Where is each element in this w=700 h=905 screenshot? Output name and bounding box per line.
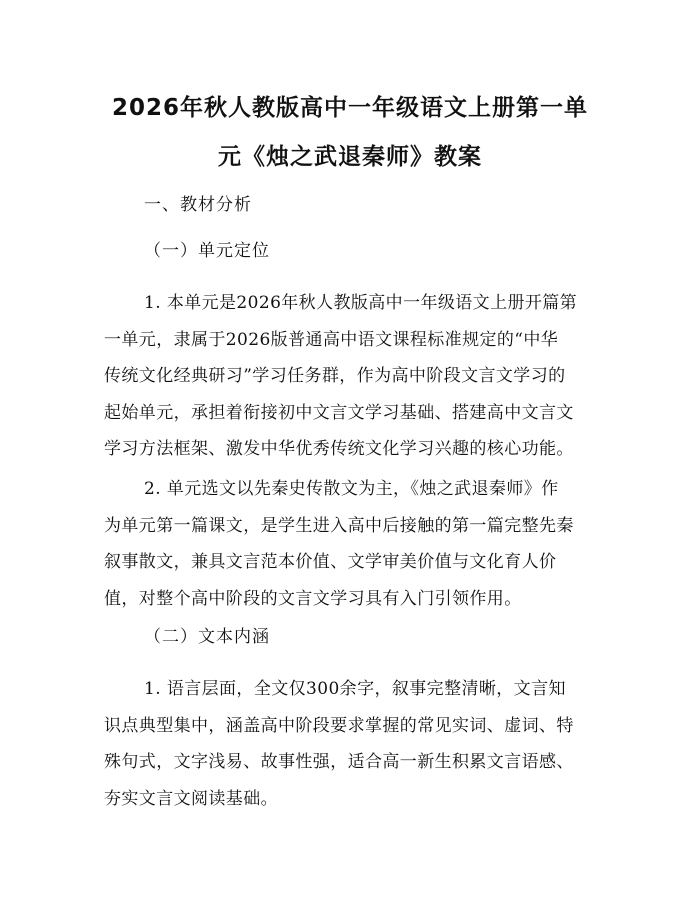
title-line: 元《烛之武退秦师》教案 [218, 144, 482, 170]
paragraph-line: 为单元第一篇课文，是学生进入高中后接触的第一篇完整先秦 [104, 515, 574, 536]
paragraph [104, 671, 604, 817]
paragraph-line: 1. 本单元是2026年秋人教版高中一年级语文上册开篇第 [144, 293, 578, 313]
paragraph [104, 285, 604, 468]
paragraph-line: 殊句式，文字浅易、故事性强，适合高一新生积累文言语感、 [104, 752, 574, 772]
subsection-heading: （一）单元定位 [144, 241, 270, 261]
paragraph-line: 夯实文言文阅读基础。 [104, 788, 278, 809]
paragraph-line: 学习方法框架、激发中华优秀传统文化学习兴趣的核心功能。 [104, 439, 574, 459]
paragraph-line: 值，对整个高中阶段的文言文学习具有入门引领作用。 [104, 588, 522, 609]
paragraph [104, 471, 604, 617]
paragraph-line: 起始单元，承担着衔接初中文言文学习基础、搭建高中文言文 [104, 402, 574, 423]
section-heading: 一、教材分析 [144, 195, 252, 215]
paragraph-line: 1. 语言层面，全文仅300余字，叙事完整清晰，文言知 [144, 679, 566, 699]
title-line: 2026年秋人教版高中一年级语文上册第一单 [111, 95, 588, 121]
paragraph-line: 识点典型集中，涵盖高中阶段要求掌握的常见实词、虚词、特 [104, 715, 574, 736]
subsection-heading: （二）文本内涵 [144, 627, 270, 647]
paragraph-line: 叙事散文，兼具文言范本价值、文学审美价值与文化育人价 [104, 552, 557, 572]
paragraph-line: 传统文化经典研习”学习任务群，作为高中阶段文言文学习的 [104, 366, 566, 386]
paragraph-line: 一单元，隶属于2026版普通高中语文课程标准规定的“中华 [104, 329, 559, 350]
document-title [95, 84, 605, 182]
paragraph-line: 2. 单元选文以先秦史传散文为主，《烛之武退秦师》作 [144, 479, 559, 499]
